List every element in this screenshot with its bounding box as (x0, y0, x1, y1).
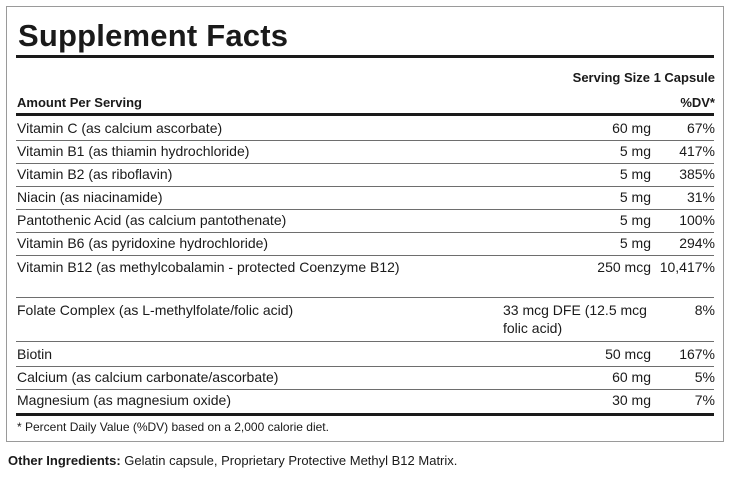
nutrient-name: Folate Complex (as L-methylfolate/folic acid) (17, 302, 294, 318)
row-divider (16, 140, 714, 141)
nutrient-dv: 294% (679, 235, 715, 251)
nutrient-amount: 5 mg (619, 189, 651, 205)
nutrient-amount: 33 mcg DFE (12.5 mcg folic acid) (503, 302, 647, 336)
nutrient-amount: 60 mg (612, 120, 651, 136)
nutrient-dv: 7% (694, 392, 715, 408)
nutrient-name: Magnesium (as magnesium oxide) (17, 392, 231, 408)
nutrient-name: Vitamin B12 (as methylcobalamin - protected Coenzyme B12) (17, 259, 400, 275)
nutrient-amount: 5 mg (619, 166, 651, 182)
title-rule (16, 55, 714, 58)
nutrient-dv: 417% (679, 143, 715, 159)
row-divider (16, 209, 714, 210)
supplement-facts-panel (6, 6, 724, 442)
row-divider (16, 297, 714, 298)
serving-size: Serving Size 1 Capsule (572, 70, 715, 85)
amount-per-serving-header: Amount Per Serving (17, 95, 142, 110)
nutrient-name: Pantothenic Acid (as calcium pantothenate) (17, 212, 287, 228)
nutrient-dv: 67% (686, 120, 715, 136)
other-ingredients-label: Other Ingredients: (8, 453, 121, 468)
row-divider (16, 163, 714, 164)
nutrient-dv: 167% (679, 346, 715, 362)
nutrient-name: Biotin (17, 346, 53, 362)
other-ingredients-text: Gelatin capsule, Proprietary Protective Methyl B12 Matrix. (120, 453, 458, 468)
nutrient-name: Vitamin B6 (as pyridoxine hydrochloride) (17, 235, 269, 251)
nutrient-name: Niacin (as niacinamide) (17, 189, 163, 205)
nutrient-amount: 5 mg (619, 212, 651, 228)
nutrient-dv: 5% (694, 369, 715, 385)
nutrient-amount: 60 mg (612, 369, 651, 385)
nutrient-name: Vitamin C (as calcium ascorbate) (17, 120, 223, 136)
dv-header: %DV* (680, 95, 715, 110)
row-divider (16, 341, 714, 342)
row-divider (16, 366, 714, 367)
panel-title: Supplement Facts (18, 18, 289, 53)
nutrient-dv: 31% (686, 189, 715, 205)
nutrient-name: Vitamin B2 (as riboflavin) (17, 166, 173, 182)
nutrient-amount: 250 mcg (597, 259, 651, 275)
nutrient-dv: 10,417% (659, 259, 715, 275)
row-divider (16, 389, 714, 390)
nutrient-name: Vitamin B1 (as thiamin hydrochloride) (17, 143, 250, 159)
row-divider (16, 255, 714, 256)
bottom-rule (16, 413, 714, 416)
nutrient-dv: 100% (679, 212, 715, 228)
nutrient-amount: 30 mg (612, 392, 651, 408)
nutrient-amount: 5 mg (619, 235, 651, 251)
dv-footnote: * Percent Daily Value (%DV) based on a 2,000 calorie diet. (17, 420, 329, 434)
nutrient-amount: 5 mg (619, 143, 651, 159)
nutrient-amount: 50 mcg (605, 346, 651, 362)
row-divider (16, 186, 714, 187)
nutrient-dv: 8% (694, 302, 715, 318)
header-rule (16, 113, 714, 116)
row-divider (16, 232, 714, 233)
nutrient-dv: 385% (679, 166, 715, 182)
other-ingredients (8, 453, 457, 469)
nutrient-name: Calcium (as calcium carbonate/ascorbate) (17, 369, 279, 385)
